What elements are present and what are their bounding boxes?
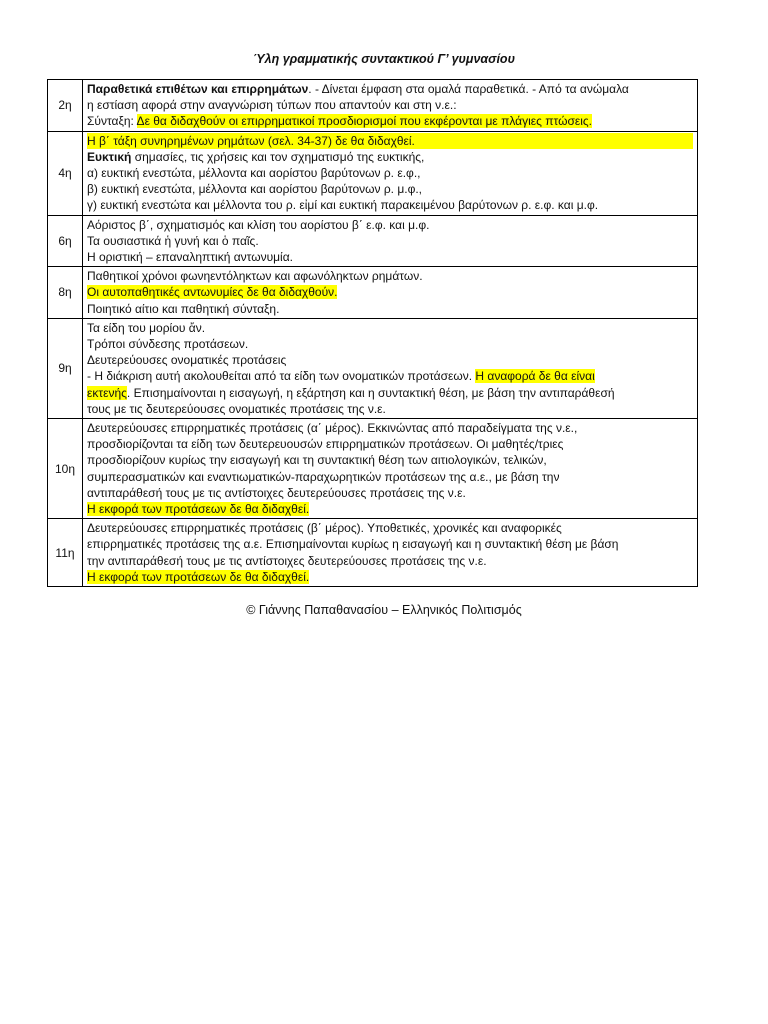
text-span: Παθητικοί χρόνοι φωνηεντόληκτων και αφωνόληκτων ρημάτων. (87, 269, 423, 284)
content-line (87, 401, 693, 417)
content-cell (83, 80, 698, 132)
text-span: α) ευκτική ενεστώτα, μέλλοντα και αορίστου βαρύτονων ρ. ε.φ., (87, 166, 421, 181)
highlighted-text: Η εκφορά των προτάσεων δε θα διδαχθεί. (87, 502, 310, 517)
content-cell (83, 519, 698, 587)
bold-term: Ευκτική (87, 149, 132, 164)
week-cell: 11η (48, 519, 83, 587)
content-line (87, 569, 693, 585)
text-span: - Η διάκριση αυτή ακολουθείται από τα είδη των ονοματικών προτάσεων. (87, 369, 476, 384)
week-cell: 10η (48, 419, 83, 519)
text-span: γ) ευκτική ενεστώτα και μέλλοντα του ρ. εἰμί και ευκτική παρακειμένου βαρύτονων ρ. ε.φ. και μ.φ. (87, 198, 599, 213)
text-span: Αόριστος β΄, σχηματισμός και κλίση του αορίστου β΄ ε.φ. και μ.φ. (87, 217, 430, 232)
week-cell: 9η (48, 318, 83, 418)
content-line (87, 249, 693, 265)
table-row (48, 131, 698, 215)
content-cell (83, 318, 698, 418)
text-span: Σύνταξη: (87, 114, 137, 129)
content-cell (83, 215, 698, 267)
content-line (87, 133, 693, 149)
content-line (87, 268, 693, 284)
text-span: αντιπαράθεσή τους με τις αντίστοιχες δευτερεύουσες προτάσεις της ν.ε. (87, 485, 466, 500)
syllabus-table-body (48, 80, 698, 587)
text-span: συμπερασματικών και εναντιωματικών-παραχωρητικών προτάσεων της α.ε., με βάση την (87, 469, 560, 484)
text-span: την αντιπαράθεσή τους με τις αντίστοιχες δευτερεύουσες προτάσεις της ν.ε. (87, 553, 487, 568)
content-line (87, 336, 693, 352)
content-line (87, 165, 693, 181)
content-line (87, 284, 693, 300)
highlighted-text: Δε θα διδαχθούν οι επιρρηματικοί προσδιορισμοί που εκφέρονται με πλάγιες πτώσεις. (136, 114, 593, 129)
content-line (87, 368, 693, 384)
text-span: σημασίες, τις χρήσεις και τον σχηματισμό της ευκτικής, (131, 149, 425, 164)
week-cell: 4η (48, 131, 83, 215)
text-span: . Επισημαίνονται η εισαγωγή, η εξάρτηση και η συντακτική θέση, με βάση την αντιπαράθεσή (126, 385, 615, 400)
content-line (87, 352, 693, 368)
text-span: τους με τις δευτερεύουσες ονοματικές προτάσεις της ν.ε. (87, 401, 386, 416)
content-line (87, 520, 693, 536)
content-line (87, 97, 693, 113)
text-span: προσδιορίζουν κυρίως την εισαγωγή και τη συντακτική θέση των αιτιολογικών, τελικών, (87, 453, 547, 468)
bold-term: Παραθετικά επιθέτων και επιρρημάτων (87, 82, 309, 96)
content-line (87, 81, 693, 97)
content-line (87, 452, 693, 468)
content-line (87, 436, 693, 452)
content-line (87, 233, 693, 249)
content-line (87, 217, 693, 233)
highlighted-text: Η αναφορά δε θα είναι (475, 369, 595, 384)
highlighted-text: εκτενής (87, 385, 127, 400)
content-line (87, 501, 693, 517)
text-span: β) ευκτική ενεστώτα, μέλλοντα και αορίστου βαρύτονων ρ. μ.φ., (87, 182, 423, 197)
text-span: η εστίαση αφορά στην αναγνώριση τύπων που απαντούν και στη ν.ε.: (87, 98, 457, 113)
copyright-footer: © Γιάννης Παπαθανασίου – Ελληνικός Πολιτισμός (246, 603, 522, 617)
week-cell: 8η (48, 267, 83, 319)
week-cell: 6η (48, 215, 83, 267)
text-span: Η οριστική – επαναληπτική αντωνυμία. (87, 250, 293, 265)
content-line (87, 149, 693, 165)
document-title: Ύλη γραμματικής συντακτικού Γ’ γυμνασίου (253, 52, 515, 66)
highlighted-text: Οι αυτοπαθητικές αντωνυμίες δε θα διδαχθούν. (87, 285, 338, 300)
table-row (48, 80, 698, 132)
content-line (87, 469, 693, 485)
text-span: Ποιητικό αίτιο και παθητική σύνταξη. (87, 301, 280, 316)
text-span: Τρόποι σύνδεσης προτάσεων. (87, 337, 249, 352)
text-span: προσδιορίζονται τα είδη των δευτερευουσών επιρρηματικών προτάσεων. Οι μαθητές/τριες (87, 437, 564, 452)
text-span: Τα ουσιαστικά ἡ γυνή και ὁ παῖς. (87, 233, 259, 248)
table-row (48, 215, 698, 267)
text-span: επιρρηματικές προτάσεις της α.ε. Επισημαίνονται κυρίως η εισαγωγή και η συντακτική θέση με βάση (87, 537, 619, 552)
content-line (87, 301, 693, 317)
content-line (87, 113, 693, 129)
text-span: Δευτερεύουσες επιρρηματικές προτάσεις (β΄ μέρος). Υποθετικές, χρονικές και αναφορικές (87, 521, 562, 536)
content-line (87, 320, 693, 336)
content-line (87, 485, 693, 501)
content-cell (83, 267, 698, 319)
table-row (48, 267, 698, 319)
table-row (48, 318, 698, 418)
content-line (87, 553, 693, 569)
content-line (87, 385, 693, 401)
highlighted-text: Η εκφορά των προτάσεων δε θα διδαχθεί. (87, 569, 310, 584)
content-line (87, 536, 693, 552)
syllabus-table (47, 79, 698, 587)
text-span: Δευτερεύουσες ονοματικές προτάσεις (87, 353, 287, 368)
table-row (48, 519, 698, 587)
content-line (87, 197, 693, 213)
content-line (87, 420, 693, 436)
table-row (48, 419, 698, 519)
week-cell: 2η (48, 80, 83, 132)
text-span: Τα είδη του μορίου ἄν. (87, 320, 206, 335)
highlighted-text: Η β΄ τάξη συνηρημένων ρημάτων (σελ. 34-37) δε θα διδαχθεί. (87, 133, 415, 148)
content-line (87, 181, 693, 197)
text-span: . - Δίνεται έμφαση στα ομαλά παραθετικά. - Από τα ανώμαλα (308, 82, 629, 96)
content-cell (83, 419, 698, 519)
content-cell (83, 131, 698, 215)
text-span: Δευτερεύουσες επιρρηματικές προτάσεις (α΄ μέρος). Εκκινώντας από παραδείγματα της ν.ε., (87, 421, 578, 436)
